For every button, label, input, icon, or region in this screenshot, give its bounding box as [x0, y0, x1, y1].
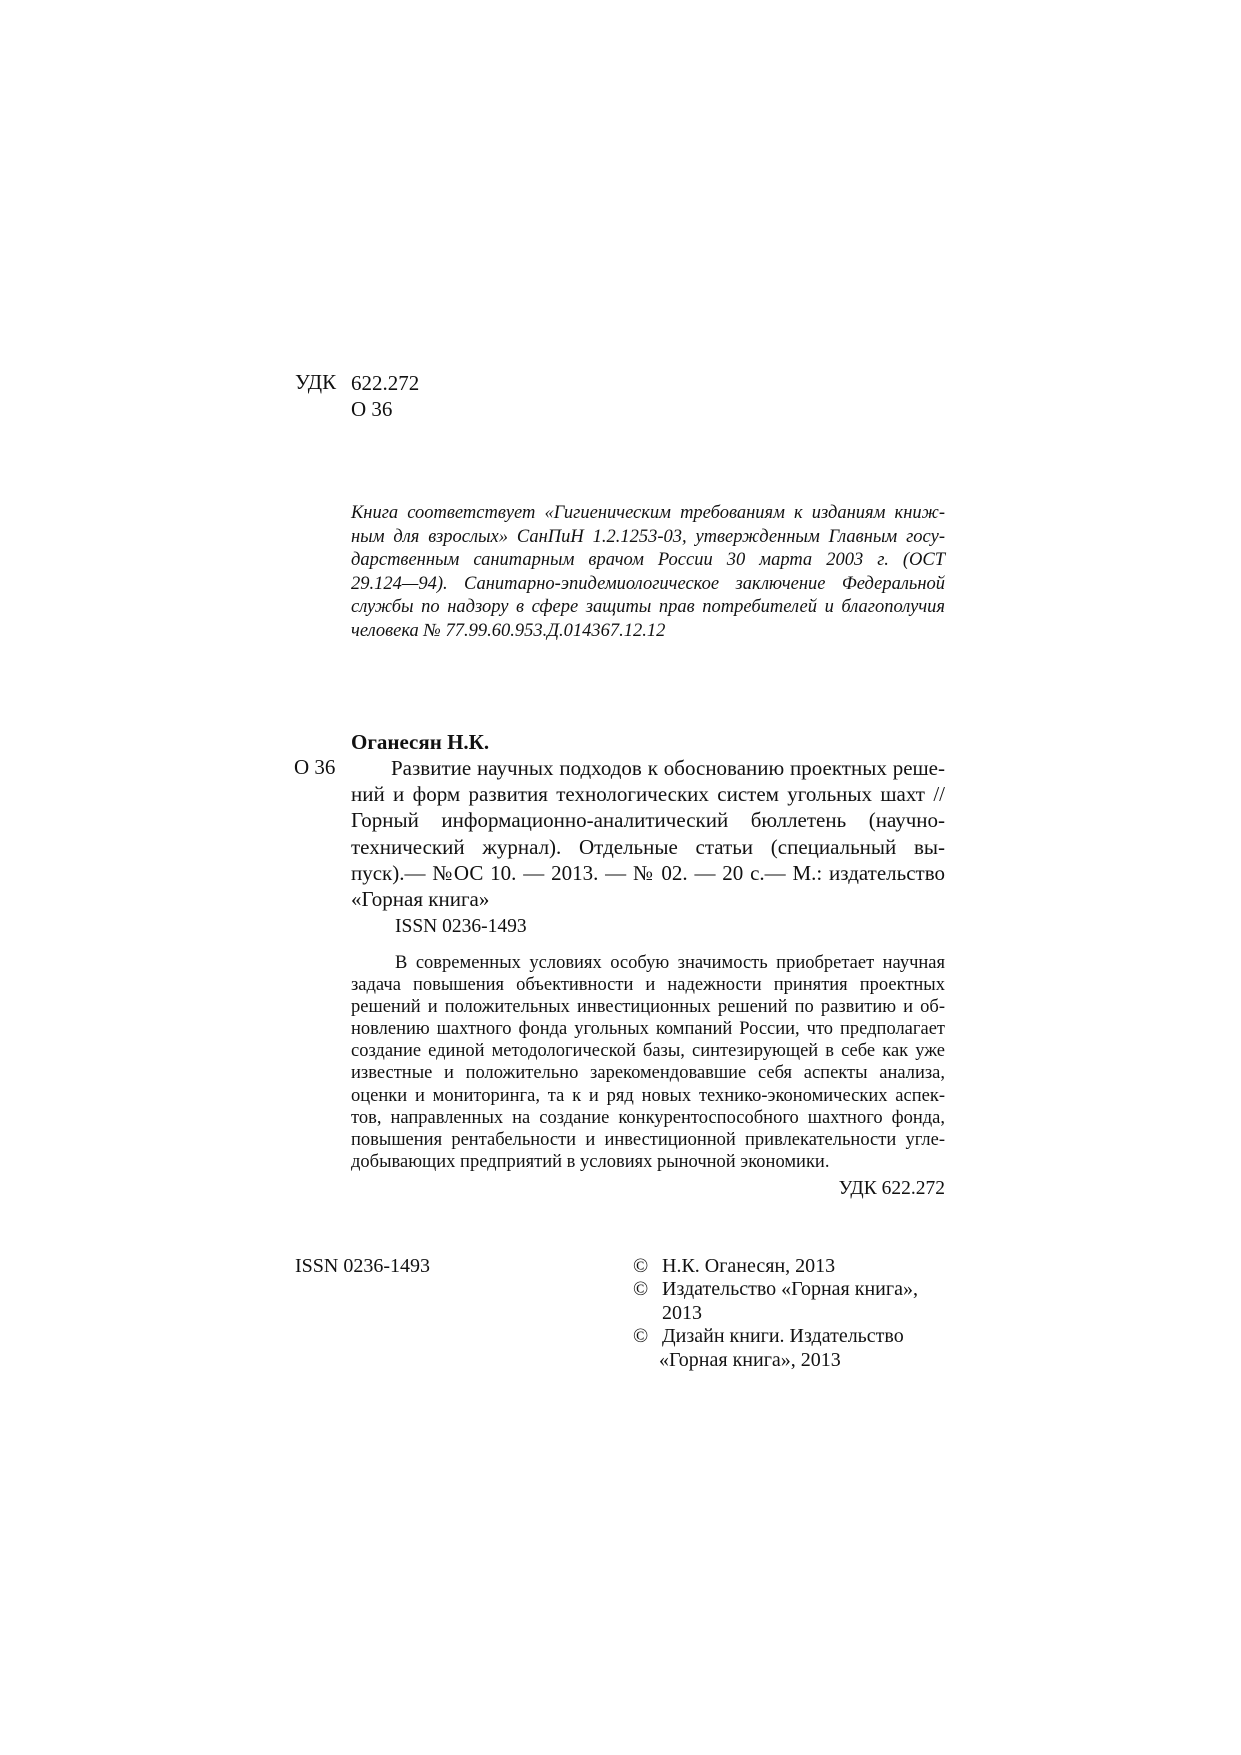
udk-code: 622.272 [351, 371, 420, 395]
copyright-text: Дизайн книги. Издательство [662, 1325, 904, 1348]
udk-right: УДК 622.272 [838, 1178, 945, 1199]
abstract-line: тов, направленных на создание конкурентоспособного шахтного фонда, [351, 1107, 945, 1128]
author-mark: О 36 [351, 397, 393, 421]
copyright-continuation: «Горная книга», 2013 [659, 1348, 841, 1371]
abstract-line: новлению шахтного фонда угольных компаний России, что предполагает [351, 1019, 945, 1040]
abstract-line: известные и положительно зарекомендовавшие себя аспекты анализа, [351, 1063, 945, 1084]
udk-code-block [351, 370, 419, 422]
copyright-symbol: © [633, 1278, 649, 1301]
abstract-line: задача повышения объективности и надежности принятия проектных [351, 975, 945, 996]
abstract-line: оценки и мониторинга, та к и ряд новых технико-экономических аспек- [351, 1085, 945, 1106]
biblio-line: «Горная книга» [351, 887, 490, 912]
author-name: Оганесян Н.К. [351, 730, 490, 754]
notice-line: ным для взрослых» СанПиН 1.2.1253-03, утвержденным Главным госу- [351, 526, 945, 547]
copyright-symbol: © [633, 1325, 649, 1348]
notice-line: человека № 77.99.60.953.Д.014367.12.12 [351, 620, 666, 641]
copyright-design [633, 1325, 918, 1348]
abstract [351, 952, 945, 1173]
abstract-line: В современных условиях особую значимость приобретает научная [395, 953, 945, 973]
bibliographic-description [351, 755, 945, 912]
biblio-line: пуск).— №ОС 10. — 2013. — № 02. — 20 с.— М.: издательство [351, 860, 945, 885]
notice-line: дарственным санитарным врачом России 30 марта 2003 г. (ОСТ [351, 550, 945, 571]
copyright-symbol: © [633, 1255, 649, 1277]
copyright-publisher [633, 1278, 918, 1301]
abstract-line: создание единой методологической базы, синтезирующей в себе как уже [351, 1041, 945, 1062]
biblio-line: технический журнал). Отдельные статьи (специальный вы- [351, 834, 945, 859]
notice-line: Книга соответствует «Гигиеническим требованиям к изданиям книж- [351, 503, 945, 523]
biblio-line: ний и форм развития технологических систем угольных шахт // [351, 782, 945, 807]
biblio-line: Горный информационно-аналитический бюллетень (научно- [351, 808, 945, 833]
udk-label: УДК [295, 370, 337, 394]
biblio-line: Развитие научных подходов к обоснованию проектных реше- [391, 756, 945, 780]
copyright-text: Издательство «Горная книга», [662, 1278, 918, 1301]
copyright-author [633, 1255, 918, 1278]
abstract-line: добывающих предприятий в условиях рыночной экономики. [351, 1151, 830, 1172]
catalog-code: О 36 [294, 755, 336, 779]
abstract-line: решений и положительных инвестиционных решений по развитию и об- [351, 997, 945, 1018]
copyright-block [633, 1255, 918, 1372]
notice-line: службы по надзору в сфере защиты прав потребителей и благополучия [351, 597, 945, 618]
issn-center: ISSN 0236-1493 [395, 916, 527, 937]
copyright-continuation: 2013 [662, 1301, 702, 1324]
notice-line: 29.124—94). Санитарно-эпидемиологическое заключение Федеральной [351, 573, 945, 594]
abstract-line: повышения рентабельности и инвестиционной привлекательности угле- [351, 1129, 945, 1150]
copyright-text: Н.К. Оганесян, 2013 [662, 1255, 836, 1277]
hygiene-notice [351, 502, 945, 644]
issn-bottom: ISSN 0236-1493 [295, 1255, 431, 1277]
